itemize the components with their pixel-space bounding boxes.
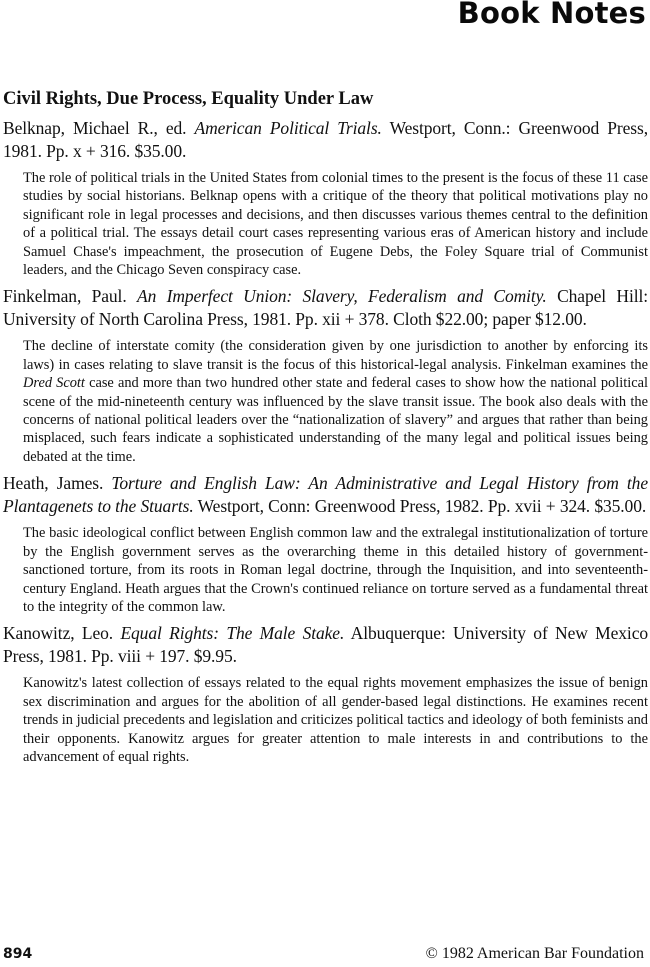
book-entry-belknap [3, 117, 648, 279]
author: Finkelman, Paul. [3, 286, 127, 307]
summary: The basic ideological conflict between English common law and the extralegal institutionalization of torture by the English government serves as the overarching theme in this detailed history of government-sanctioned torture, from its roots in Roman legal doctrine, through the Inquisition, and into seventeenth-century England. Heath argues that the Crown's continued reliance on torture served as a fundamental threat to the integrity of the common law. [23, 525, 648, 615]
publication-info: Westport, Conn.: Greenwood Press, 1981. Pp. x + 316. $35.00. [3, 118, 648, 161]
publication-info: Albuquerque: University of New Mexico Press, 1981. Pp. viii + 197. $9.95. [3, 623, 649, 667]
page-title: Book Notes [457, 0, 646, 30]
summary-text: case and more than two hundred other state and federal cases to show how the national political scene of the mid-nineteenth century was influenced by the slave transit issue. The book also deals with the concerns of national political leaders over the “nationalization of slavery” and argues that rather than being misplaced, such fears indicate a sophisticated understanding of the many legal and political issues being debated at the time. [23, 375, 648, 465]
page-number: 894 [3, 946, 33, 962]
book-title: Equal Rights: The Male Stake. [120, 623, 345, 644]
page-footer [3, 945, 644, 963]
book-title: An Imperfect Union: Slavery, Federalism and Comity. [137, 286, 547, 307]
author: Heath, James. [3, 473, 104, 494]
section-title: Civil Rights, Due Process, Equality Under Law [3, 89, 374, 109]
publication-info: Chapel Hill: University of North Carolina Press, 1981. Pp. xii + 378. Cloth $22.00; paper $12.00. [3, 286, 648, 330]
summary-text: The decline of interstate comity (the consideration given by one jurisdiction to another by enforcing its laws) in cases relating to slave transit is the focus of this historical-legal analysis. Finkelman examines the [23, 338, 648, 373]
case-name: Dred Scott [23, 375, 85, 392]
author: Kanowitz, Leo. [3, 623, 114, 644]
book-entry-finkelman [3, 285, 648, 466]
book-entry-kanowitz [3, 622, 648, 766]
citation [3, 117, 648, 163]
summary [23, 337, 648, 466]
book-title: American Political Trials. [194, 118, 382, 138]
copyright-notice: © 1982 American Bar Foundation [425, 945, 644, 962]
citation [3, 472, 648, 518]
citation [3, 622, 648, 668]
publication-info: Westport, Conn: Greenwood Press, 1982. Pp. xvii + 324. $35.00. [197, 496, 647, 517]
book-title: Torture and English Law: An Administrative and Legal History from the Plantagenets to the Stuarts. [3, 473, 648, 517]
book-notes-content [3, 88, 648, 772]
citation [3, 285, 648, 331]
book-entry-heath [3, 472, 648, 616]
summary: Kanowitz's latest collection of essays related to the equal rights movement emphasizes the issue of benign sex discrimination and argues for the abolition of all gender-based legal distinctions. He examines recent trends in judicial precedents and legislation and criticizes political tactics and ideology of both feminists and their opponents. Kanowitz argues for greater attention to male interests in and contributions to the advancement of equal rights. [23, 675, 648, 765]
author: Belknap, Michael R., ed. [3, 118, 187, 138]
summary: The role of political trials in the United States from colonial times to the present is the focus of these 11 case studies by social historians. Belknap opens with a critique of the theory that political motivations play no significant role in legal processes and decisions, and then discusses various themes central to the definition of a political trial. The essays detail court cases representing various eras of American history and include Samuel Chase's impeachment, the prosecution of Eugene Debs, the Foley Square trial of Communist leaders, and the Chicago Seven conspiracy case. [23, 170, 648, 279]
